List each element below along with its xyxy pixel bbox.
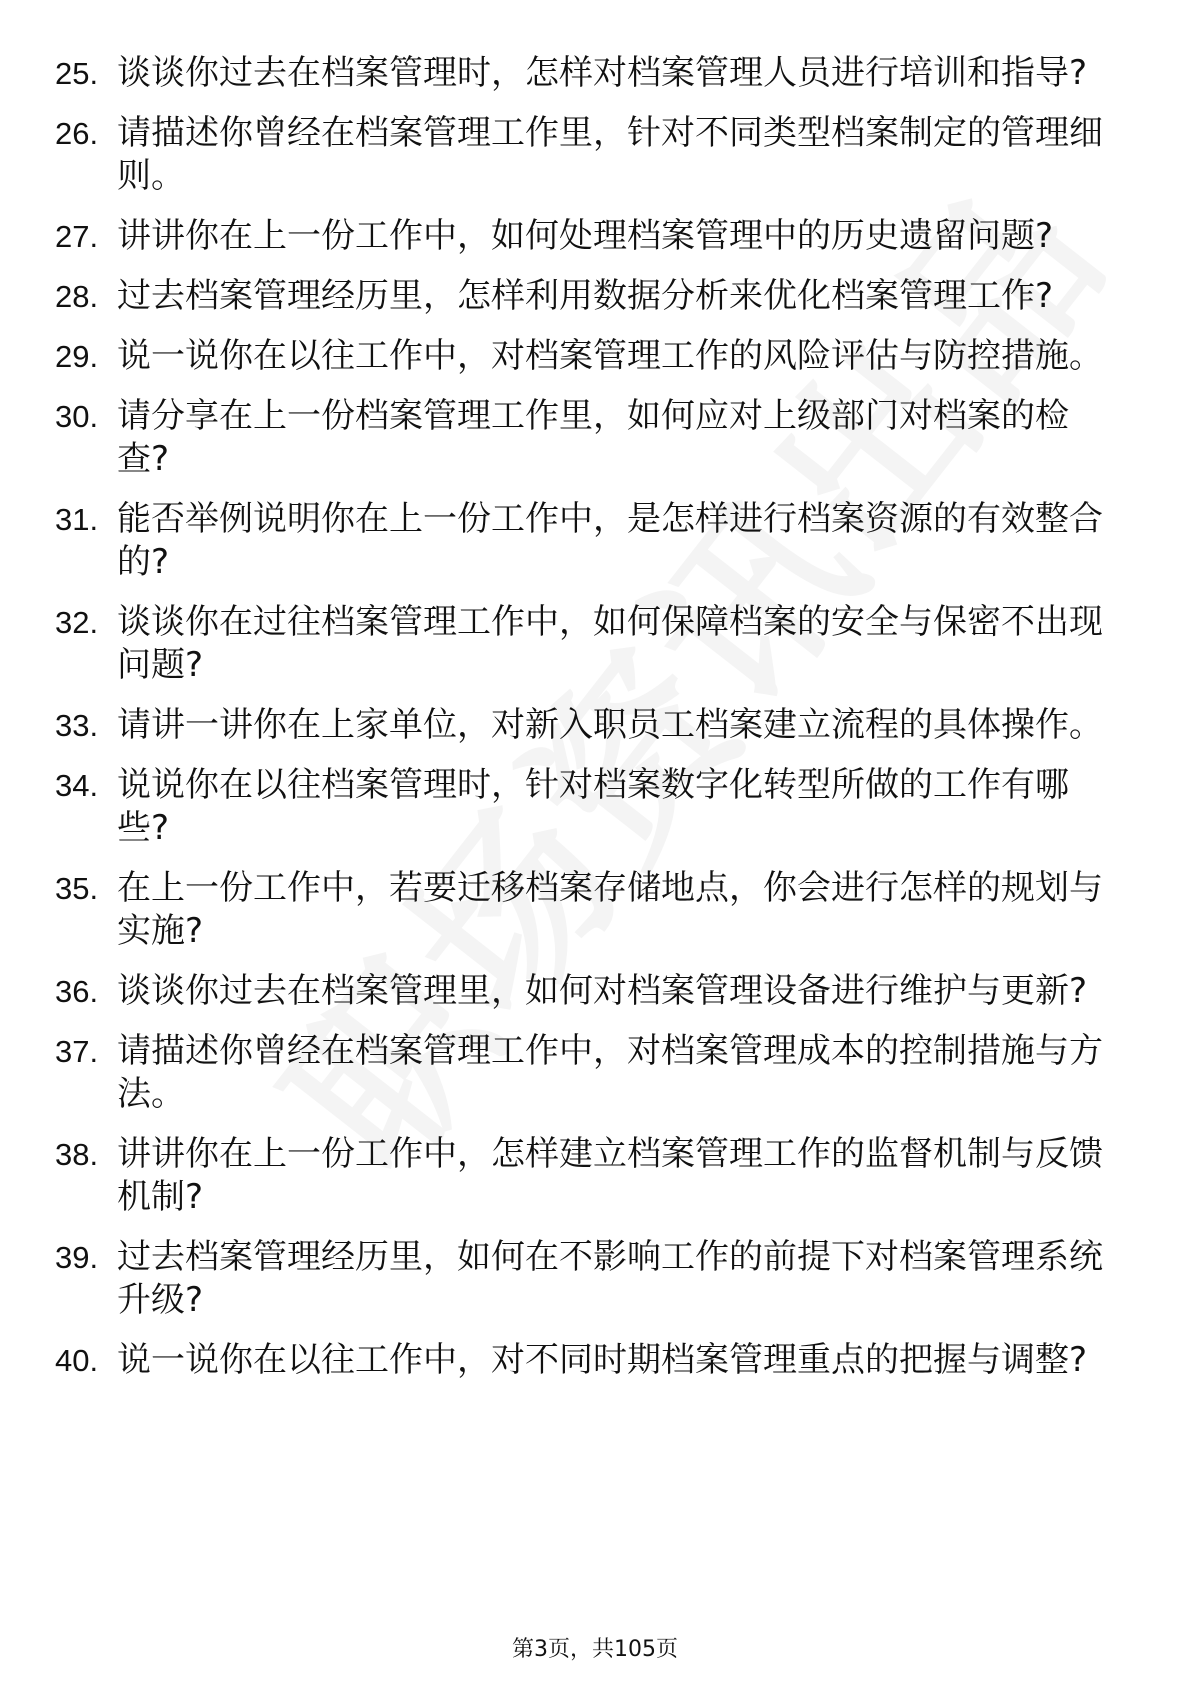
question-text: 请描述你曾经在档案管理工作中，对档案管理成本的控制措施与方法。: [117, 1031, 1103, 1114]
question-item: [55, 970, 1115, 1013]
question-item: [55, 498, 1115, 584]
question-number: 32.: [55, 605, 99, 640]
question-text: 说说你在以往档案管理时，针对档案数字化转型所做的工作有哪些?: [117, 765, 1069, 848]
question-item: [55, 704, 1115, 747]
question-number: 27.: [55, 219, 99, 254]
page-footer: 第3页，共105页: [512, 1637, 678, 1662]
question-item: [55, 52, 1115, 95]
question-number: 39.: [55, 1240, 99, 1275]
question-number: 36.: [55, 974, 99, 1009]
question-item: [55, 215, 1115, 258]
question-number: 35.: [55, 871, 99, 906]
question-item: [55, 764, 1115, 850]
question-item: [55, 601, 1115, 687]
question-text: 请描述你曾经在档案管理工作里，针对不同类型档案制定的管理细则。: [117, 113, 1103, 196]
question-text: 说一说你在以往工作中，对不同时期档案管理重点的把握与调整?: [117, 1340, 1088, 1380]
question-text: 讲讲你在上一份工作中，怎样建立档案管理工作的监督机制与反馈机制?: [117, 1134, 1103, 1217]
question-list: [55, 52, 1115, 1399]
question-item: [55, 1030, 1115, 1116]
question-text: 请讲一讲你在上家单位，对新入职员工档案建立流程的具体操作。: [117, 705, 1103, 745]
question-text: 谈谈你过去在档案管理里，如何对档案管理设备进行维护与更新?: [117, 971, 1088, 1011]
question-number: 25.: [55, 56, 99, 91]
question-item: [55, 1133, 1115, 1219]
question-number: 38.: [55, 1137, 99, 1172]
question-text: 过去档案管理经历里，如何在不影响工作的前提下对档案管理系统升级?: [117, 1237, 1103, 1320]
question-text: 讲讲你在上一份工作中，如何处理档案管理中的历史遗留问题?: [117, 216, 1054, 256]
question-number: 33.: [55, 708, 99, 743]
question-item: [55, 275, 1115, 318]
question-number: 26.: [55, 116, 99, 151]
question-number: 29.: [55, 339, 99, 374]
question-number: 31.: [55, 502, 99, 537]
question-number: 34.: [55, 768, 99, 803]
question-text: 说一说你在以往工作中，对档案管理工作的风险评估与防控措施。: [117, 336, 1103, 376]
question-item: [55, 112, 1115, 198]
question-item: [55, 395, 1115, 481]
question-item: [55, 335, 1115, 378]
question-text: 请分享在上一份档案管理工作里，如何应对上级部门对档案的检查?: [117, 396, 1069, 479]
question-number: 28.: [55, 279, 99, 314]
question-number: 40.: [55, 1343, 99, 1378]
question-text: 过去档案管理经历里，怎样利用数据分析来优化档案管理工作?: [117, 276, 1054, 316]
question-text: 能否举例说明你在上一份工作中，是怎样进行档案资源的有效整合的?: [117, 499, 1103, 582]
question-text: 谈谈你在过往档案管理工作中，如何保障档案的安全与保密不出现问题?: [117, 602, 1103, 685]
question-item: [55, 1339, 1115, 1382]
question-text: 在上一份工作中，若要迁移档案存储地点，你会进行怎样的规划与实施?: [117, 868, 1103, 951]
question-number: 30.: [55, 399, 99, 434]
question-item: [55, 1236, 1115, 1322]
question-text: 谈谈你过去在档案管理时，怎样对档案管理人员进行培训和指导?: [117, 53, 1088, 93]
question-number: 37.: [55, 1034, 99, 1069]
question-item: [55, 867, 1115, 953]
